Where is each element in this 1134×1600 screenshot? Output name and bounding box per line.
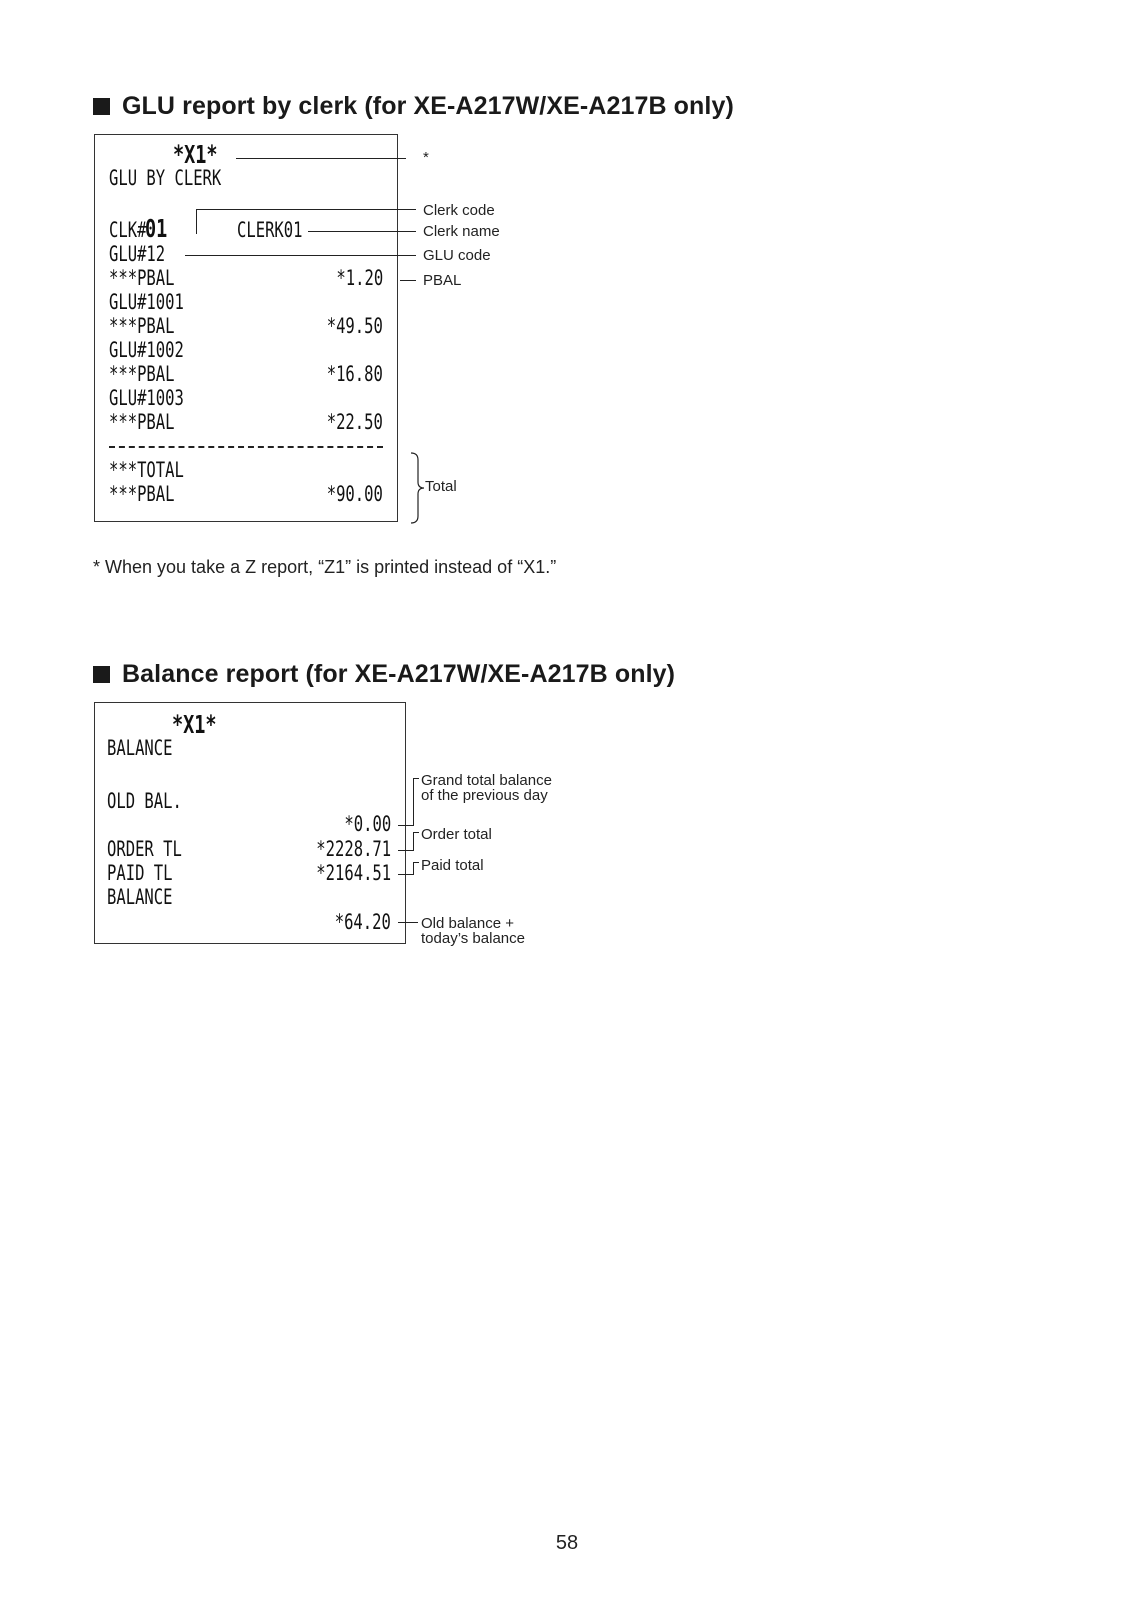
pbal-value: *1.20 <box>336 266 383 290</box>
section-title: Balance report (for XE-A217W/XE-A217B only) <box>122 660 676 688</box>
leader-line <box>398 874 414 875</box>
annotation-grand-total: Grand total balance <box>421 772 552 789</box>
balance-report-receipt <box>94 702 406 944</box>
bullet-square-icon <box>93 666 110 683</box>
page-number: 58 <box>555 1532 579 1554</box>
leader-line <box>400 280 416 281</box>
receipt-mode: *X1* <box>172 710 217 739</box>
old-bal-value: *0.00 <box>344 812 391 836</box>
annotation-pbal: PBAL <box>423 272 462 289</box>
total-pbal-label: ***PBAL <box>109 482 175 506</box>
receipt-mode: *X1* <box>173 140 218 169</box>
pbal-value: *22.50 <box>326 410 383 434</box>
total-pbal-value: *90.00 <box>326 482 383 506</box>
annotation-grand-total: of the previous day <box>421 787 548 804</box>
footnote: * When you take a Z report, “Z1” is printed instead of “X1.” <box>93 557 557 577</box>
leader-line <box>398 850 414 851</box>
section-title: GLU report by clerk (for XE-A217W/XE-A217B only) <box>122 92 734 120</box>
total-label: ***TOTAL <box>109 458 184 482</box>
leader-line <box>398 922 418 923</box>
glu-code-row: GLU#1001 <box>109 290 184 314</box>
pbal-label: ***PBAL <box>109 266 175 290</box>
annotation-total: Total <box>425 478 457 495</box>
annotation-clerk-code: Clerk code <box>423 202 495 219</box>
leader-line <box>413 862 419 863</box>
bullet-square-icon <box>93 98 110 115</box>
pbal-value: *16.80 <box>326 362 383 386</box>
leader-line <box>185 255 416 256</box>
leader-line <box>196 209 197 234</box>
balance-value: *64.20 <box>334 910 391 934</box>
total-brace <box>410 452 426 524</box>
glu-code-row: GLU#1003 <box>109 386 184 410</box>
annotation-order-total: Order total <box>421 826 492 843</box>
glu-code-row: GLU#12 <box>109 242 166 266</box>
leader-line <box>413 832 414 851</box>
paid-total-label: PAID TL <box>107 861 173 885</box>
balance-label: BALANCE <box>107 885 173 909</box>
receipt-report-name: GLU BY CLERK <box>109 166 222 190</box>
annotation-mode-note: * <box>423 149 429 166</box>
pbal-value: *49.50 <box>326 314 383 338</box>
order-total-value: *2228.71 <box>316 837 391 861</box>
old-bal-label: OLD BAL. <box>107 789 182 813</box>
pbal-label: ***PBAL <box>109 314 175 338</box>
leader-line <box>413 778 414 826</box>
pbal-label: ***PBAL <box>109 362 175 386</box>
annotation-glu-code: GLU code <box>423 247 491 264</box>
leader-line <box>196 209 416 210</box>
section-heading-balance-report <box>93 660 675 689</box>
clerk-code: 01 <box>145 214 168 243</box>
section-heading-glu-by-clerk <box>93 92 734 121</box>
leader-line <box>413 832 419 833</box>
glu-report-receipt <box>94 134 398 522</box>
annotation-paid-total: Paid total <box>421 857 484 874</box>
receipt-report-name: BALANCE <box>107 736 173 760</box>
clerk-name: CLERK01 <box>237 218 303 242</box>
leader-line <box>413 778 419 779</box>
clerk-label: CLK# <box>109 218 147 242</box>
leader-line <box>236 158 406 159</box>
leader-line <box>398 825 414 826</box>
glu-code-row: GLU#1002 <box>109 338 184 362</box>
paid-total-value: *2164.51 <box>316 861 391 885</box>
leader-line <box>308 231 416 232</box>
pbal-label: ***PBAL <box>109 410 175 434</box>
annotation-old-balance: today’s balance <box>421 930 525 947</box>
order-total-label: ORDER TL <box>107 837 182 861</box>
annotation-old-balance: Old balance + <box>421 915 514 932</box>
receipt-divider <box>109 446 383 448</box>
annotation-clerk-name: Clerk name <box>423 223 500 240</box>
